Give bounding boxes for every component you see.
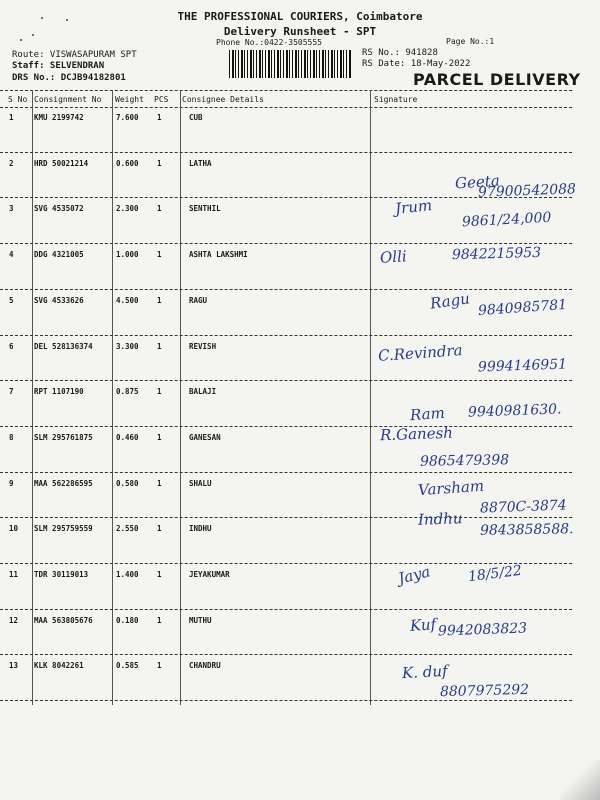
handwritten-phone: 18/5/22 <box>467 562 523 586</box>
staff: Staff: SELVENDRAN <box>12 61 105 71</box>
barcode <box>229 50 352 78</box>
cell-consignee: RAGU <box>189 295 208 305</box>
cell-consignee: CHANDRU <box>189 661 221 671</box>
handwritten-phone: 9865479398 <box>419 452 510 470</box>
page-number: Page No.:1 <box>446 37 495 46</box>
handwritten-signature: Jrum <box>394 196 433 219</box>
parcel-delivery-stamp: PARCEL DELIVERY <box>413 70 581 89</box>
drs-number: DRS No.: DCJB94182801 <box>12 73 126 83</box>
row-separator <box>0 426 572 427</box>
row-separator <box>0 335 572 336</box>
cell-consignment: MAA 563805676 <box>34 615 93 625</box>
cell-pcs: 1 <box>157 204 162 214</box>
column-divider <box>32 90 33 705</box>
cell-pcs: 1 <box>157 661 162 671</box>
speck <box>20 39 22 41</box>
cell-sno: 12 <box>9 615 19 625</box>
row-separator <box>0 380 572 381</box>
cell-pcs: 1 <box>157 158 162 168</box>
cell-sno: 9 <box>9 478 14 488</box>
cell-weight: 1.000 <box>116 250 139 260</box>
cell-consignment: SLM 295761875 <box>34 432 93 442</box>
route: Route: VISWASAPURAM SPT <box>12 50 137 60</box>
cell-weight: 1.400 <box>116 570 139 579</box>
handwritten-signature: C.Revindra <box>377 340 464 365</box>
row-separator <box>0 289 572 290</box>
scan-shadow <box>560 760 600 800</box>
cell-consignee: GANESAN <box>189 432 221 442</box>
cell-sno: 3 <box>9 204 14 214</box>
column-header-consignment: Consignment No <box>34 95 102 104</box>
cell-consignee: JEYAKUMAR <box>189 570 230 579</box>
cell-weight: 0.460 <box>116 432 139 442</box>
handwritten-phone: 9843858588. <box>479 521 574 540</box>
cell-weight: 0.600 <box>116 158 139 168</box>
row-separator <box>0 152 572 153</box>
cell-pcs: 1 <box>157 432 162 442</box>
cell-consignment: SVG 4533626 <box>34 295 84 305</box>
cell-weight: 4.500 <box>116 295 139 305</box>
handwritten-phone: 9861/24,000 <box>461 210 552 231</box>
handwritten-signature: Kuf <box>409 614 437 635</box>
handwritten-signature: Geeta <box>454 171 501 193</box>
cell-pcs: 1 <box>157 524 162 534</box>
column-divider <box>112 90 113 705</box>
cell-consignee: LATHA <box>189 158 212 168</box>
cell-sno: 10 <box>9 524 19 534</box>
cell-pcs: 1 <box>157 387 162 397</box>
rs-number: RS No.: 941828 <box>362 48 438 58</box>
cell-weight: 0.180 <box>116 615 139 625</box>
cell-consignment: RPT 1107190 <box>34 387 84 397</box>
cell-sno: 8 <box>9 432 14 442</box>
handwritten-signature: Ragu <box>428 289 471 313</box>
column-divider <box>370 90 371 705</box>
cell-pcs: 1 <box>157 295 162 305</box>
column-header-signature: Signature <box>374 95 418 104</box>
cell-weight: 0.580 <box>116 478 139 488</box>
handwritten-phone: 9940981630. <box>467 401 562 421</box>
cell-weight: 0.875 <box>116 387 139 397</box>
cell-weight: 2.300 <box>116 204 139 214</box>
cell-sno: 7 <box>9 387 14 397</box>
column-header-sno: S No <box>8 95 28 104</box>
cell-consignee: BALAJI <box>189 387 217 397</box>
header-bottom-rule <box>0 107 572 108</box>
cell-consignee: INDHU <box>189 524 212 534</box>
cell-pcs: 1 <box>157 341 162 351</box>
row-separator <box>0 654 572 655</box>
cell-sno: 1 <box>9 113 14 122</box>
handwritten-phone: 9994146951 <box>477 355 568 376</box>
handwritten-signature: Jaya <box>396 562 433 588</box>
cell-sno: 4 <box>9 250 14 260</box>
cell-consignment: HRD 50021214 <box>34 158 89 168</box>
runsheet-title: Delivery Runsheet - SPT <box>223 25 377 38</box>
cell-consignee: MUTHU <box>189 615 212 625</box>
handwritten-signature: R.Ganesh <box>379 423 454 445</box>
row-separator <box>0 517 572 518</box>
cell-weight: 2.550 <box>116 524 139 534</box>
cell-consignment: SVG 4535072 <box>34 204 84 214</box>
cell-consignee: ASHTA LAKSHMI <box>189 250 248 260</box>
row-separator <box>0 472 572 473</box>
handwritten-phone: 9842215953 <box>451 244 542 264</box>
handwritten-phone: 8870C-3874 <box>479 497 567 517</box>
cell-consignee: REVISH <box>189 341 217 351</box>
cell-weight: 0.585 <box>116 661 139 671</box>
cell-pcs: 1 <box>157 478 162 488</box>
cell-pcs: 1 <box>157 250 162 260</box>
cell-consignment: DDG 4321005 <box>34 250 84 260</box>
column-header-pcs: PCS <box>154 95 169 104</box>
cell-sno: 6 <box>9 341 14 351</box>
row-separator <box>0 700 572 701</box>
cell-consignment: MAA 562286595 <box>34 478 93 488</box>
cell-sno: 13 <box>9 661 19 671</box>
cell-pcs: 1 <box>157 615 162 625</box>
handwritten-signature: Olli <box>379 247 408 267</box>
cell-pcs: 1 <box>157 570 162 579</box>
handwritten-phone: 9840985781 <box>477 296 568 319</box>
row-separator <box>0 609 572 610</box>
cell-consignment: SLM 295759559 <box>34 524 93 534</box>
cell-consignment: KLK 8042261 <box>34 661 84 671</box>
cell-consignee: CUB <box>189 113 203 122</box>
cell-sno: 11 <box>9 570 19 579</box>
handwritten-signature: K. duf <box>401 662 449 683</box>
company-name: THE PROFESSIONAL COURIERS, Coimbatore <box>177 10 423 23</box>
cell-consignment: DEL 528136374 <box>34 341 93 351</box>
cell-consignment: TDR 30119013 <box>34 570 89 579</box>
handwritten-phone: 97900542088 <box>477 180 577 201</box>
rs-date: RS Date: 18-May-2022 <box>362 59 471 69</box>
header-top-rule <box>0 90 572 91</box>
cell-pcs: 1 <box>157 113 162 122</box>
row-separator <box>0 243 572 244</box>
column-divider <box>180 90 181 705</box>
cell-weight: 7.600 <box>116 113 139 122</box>
cell-consignee: SENTHIL <box>189 204 221 214</box>
cell-sno: 2 <box>9 158 14 168</box>
handwritten-signature: Indhu <box>417 509 463 530</box>
row-separator <box>0 563 572 564</box>
cell-consignee: SHALU <box>189 478 212 488</box>
column-header-consignee: Consignee Details <box>182 95 264 104</box>
cell-sno: 5 <box>9 295 14 305</box>
handwritten-phone: 9942083823 <box>437 620 528 640</box>
handwritten-phone: 8807975292 <box>439 682 530 701</box>
row-separator <box>0 197 572 198</box>
cell-consignment: KMU 2199742 <box>34 113 84 122</box>
column-header-weight: Weight <box>115 95 144 104</box>
cell-weight: 3.300 <box>116 341 139 351</box>
handwritten-signature: Varsham <box>417 476 485 499</box>
phone-number: Phone No.:0422-3505555 <box>216 38 322 47</box>
handwritten-signature: Ram <box>409 403 446 425</box>
